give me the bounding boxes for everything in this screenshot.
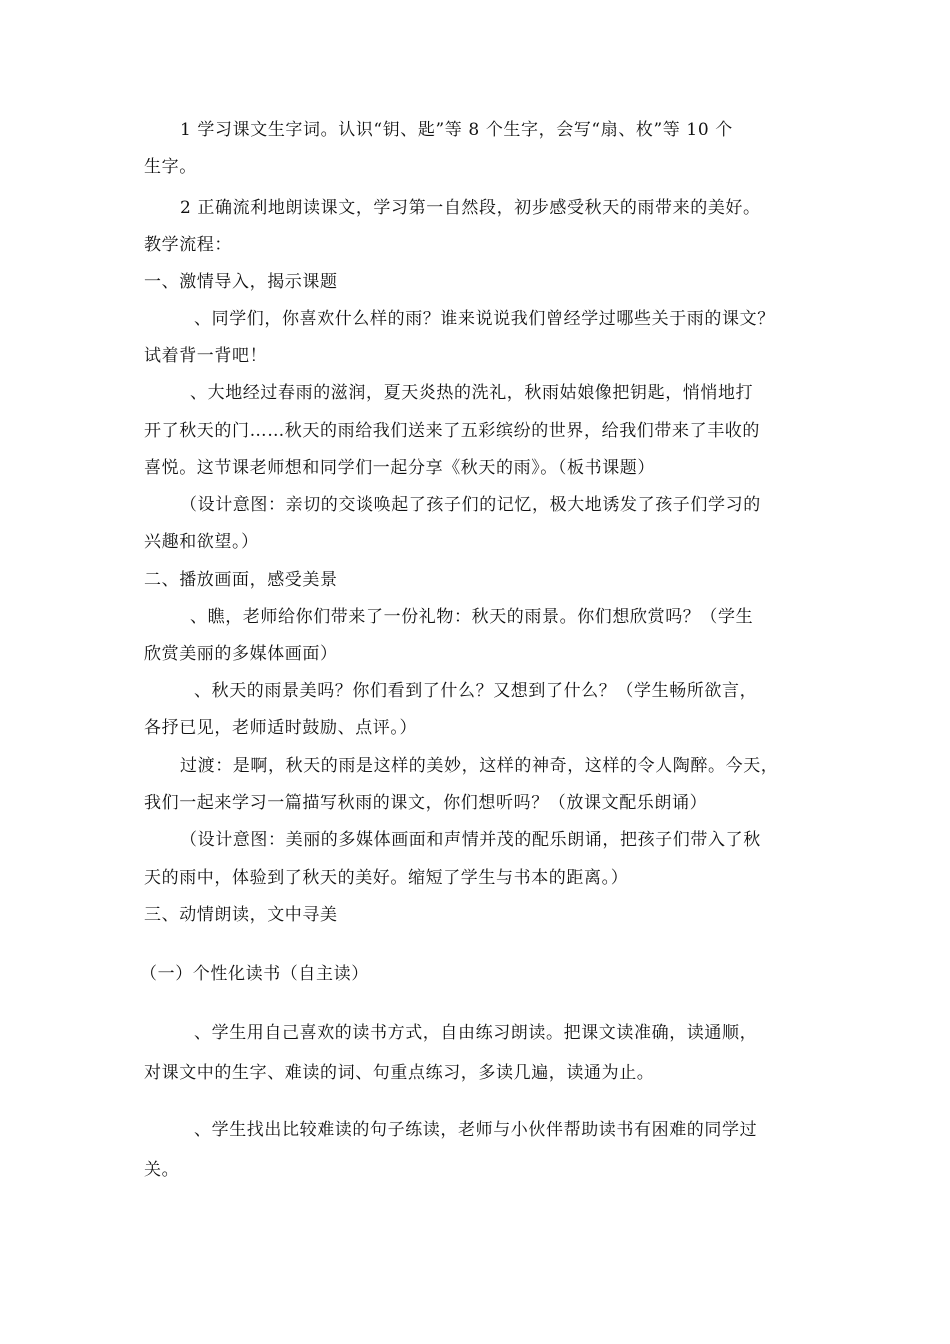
objective-2-line-1: 2 正确流利地朗读课文，学习第一自然段，初步感受秋天的雨带来的美好。 <box>180 198 761 218</box>
section-3-p2-line-1: 、学生找出比较难读的句子练读，老师与小伙伴帮助读书有困难的同学过 <box>194 1120 758 1140</box>
section-1-p1-line-1: 、同学们，你喜欢什么样的雨？谁来说说我们曾经学过哪些关于雨的课文？ <box>194 309 775 329</box>
section-2-p1-line-1: 、瞧，老师给你们带来了一份礼物：秋天的雨景。你们想欣赏吗？（学生 <box>190 607 754 627</box>
flow-heading: 教学流程： <box>144 235 232 255</box>
section-1-p2-line-3: 喜悦。这节课老师想和同学们一起分享《秋天的雨》。（板书课题） <box>144 458 655 478</box>
section-1-note-line-2: 兴趣和欲望。） <box>144 532 259 552</box>
section-3-heading: 三、动情朗读，文中寻美 <box>144 905 338 925</box>
objective-1-line-1: 1 学习课文生字词。认识“钥、匙”等 8 个生字，会写“扇、枚”等 10 个 <box>180 120 733 140</box>
section-3-p1-line-1: 、学生用自己喜欢的读书方式，自由练习朗读。把课文读准确，读通顺， <box>194 1023 758 1043</box>
section-3-subheading: （一）个性化读书（自主读） <box>140 964 369 984</box>
section-1-note-line-1: （设计意图：亲切的交谈唤起了孩子们的记忆，极大地诱发了孩子们学习的 <box>180 495 761 515</box>
section-2-note-line-2: 天的雨中，体验到了秋天的美好。缩短了学生与书本的距离。） <box>144 868 629 888</box>
section-2-p2-line-2: 各抒已见，老师适时鼓励、点评。） <box>144 718 418 738</box>
section-2-transition-line-1: 过渡：是啊，秋天的雨是这样的美妙，这样的神奇，这样的令人陶醉。今天， <box>180 756 779 776</box>
section-2-note-line-1: （设计意图：美丽的多媒体画面和声情并茂的配乐朗诵，把孩子们带入了秋 <box>180 830 761 850</box>
section-1-p1-line-2: 试着背一背吧！ <box>144 346 268 366</box>
section-2-p2-line-1: 、秋天的雨景美吗？你们看到了什么？又想到了什么？（学生畅所欲言， <box>194 681 758 701</box>
section-3-p2-line-2: 关。 <box>144 1160 180 1180</box>
section-2-heading: 二、播放画面，感受美景 <box>144 570 338 590</box>
section-2-p1-line-2: 欣赏美丽的多媒体画面） <box>144 644 338 664</box>
section-1-p2-line-2: 开了秋天的门……秋天的雨给我们送来了五彩缤纷的世界，给我们带来了丰收的 <box>144 421 760 441</box>
section-2-transition-line-2: 我们一起来学习一篇描写秋雨的课文，你们想听吗？（放课文配乐朗诵） <box>144 793 708 813</box>
objective-1-line-2: 生字。 <box>144 157 197 177</box>
section-1-heading: 一、激情导入，揭示课题 <box>144 272 338 292</box>
section-1-p2-line-1: 、大地经过春雨的滋润，夏天炎热的洗礼，秋雨姑娘像把钥匙，悄悄地打 <box>190 383 754 403</box>
section-3-p1-line-2: 对课文中的生字、难读的词、句重点练习，多读几遍，读通为止。 <box>144 1063 655 1083</box>
